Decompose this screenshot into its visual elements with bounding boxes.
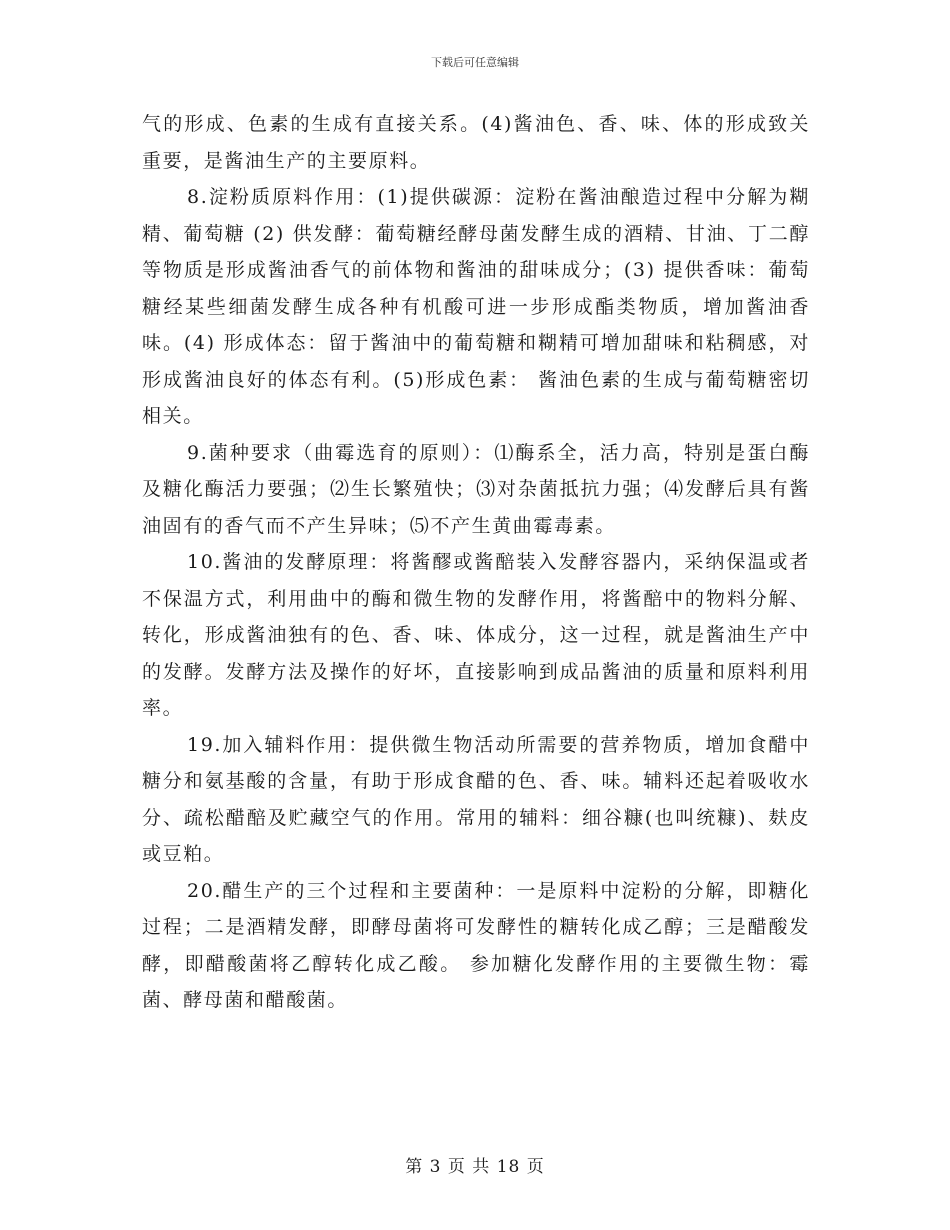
paragraph-starch-role: 8.淀粉质原料作用：(1)提供碳源：淀粉在酱油酿造过程中分解为糊精、葡萄糖 (2) 供发酵：葡萄糖经酵母菌发酵生成的酒精、甘油、丁二醇等物质是形成酱油香气的前体物和酱油的甜味成分；(3) 提供香味：葡萄糖经某些细菌发酵生成各种有机酸可进一步形成酯类物质，增加酱油香味。(4) 形成体态：留于酱油中的葡萄糖和糊精可增加甜味和粘稠感，对形成酱油良好的体态有利。(5)形成色素： 酱油色素的生成与葡萄糖密切相关。 xyxy=(142,186,810,427)
header-note: 下载后可任意编辑 xyxy=(431,56,519,69)
paragraph-auxiliary-role: 19.加入辅料作用：提供微生物活动所需要的营养物质，增加食醋中糖分和氨基酸的含量，有助于形成食醋的色、香、味。辅料还起着吸收水分、疏松醋醅及贮藏空气的作用。常用的辅料：细谷糠(也叫统糠)、麸皮或豆粕。 xyxy=(142,733,810,865)
paragraph-continuation: 气的形成、色素的生成有直接关系。(4)酱油色、香、味、体的形成致关重要，是酱油生产的主要原料。 xyxy=(142,113,810,172)
document-body xyxy=(142,106,810,1019)
paragraph-fermentation-principle: 10.酱油的发酵原理：将酱醪或酱醅装入发酵容器内，采纳保温或者不保温方式，利用曲中的酶和微生物的发酵作用，将酱醅中的物料分解、转化，形成酱油独有的色、香、味、体成分，这一过程，就是酱油生产中的发酵。发酵方法及操作的好坏，直接影响到成品酱油的质量和原料利用率。 xyxy=(142,551,810,719)
page-number: 第 3 页 共 18 页 xyxy=(405,1157,545,1177)
paragraph-strain-requirements: 9.菌种要求（曲霉选育的原则）：⑴酶系全，活力高，特别是蛋白酶及糖化酶活力要强；⑵生长繁殖快；⑶对杂菌抵抗力强；⑷发酵后具有酱油固有的香气而不产生异味；⑸不产生黄曲霉毒素。 xyxy=(142,441,810,537)
paragraph-vinegar-process: 20.醋生产的三个过程和主要菌种：一是原料中淀粉的分解，即糖化过程；二是酒精发酵，即酵母菌将可发酵性的糖转化成乙醇；三是醋酸发酵，即醋酸菌将乙醇转化成乙酸。 参加糖化发酵作用的主要微生物：霉菌、酵母菌和醋酸菌。 xyxy=(142,879,810,1011)
